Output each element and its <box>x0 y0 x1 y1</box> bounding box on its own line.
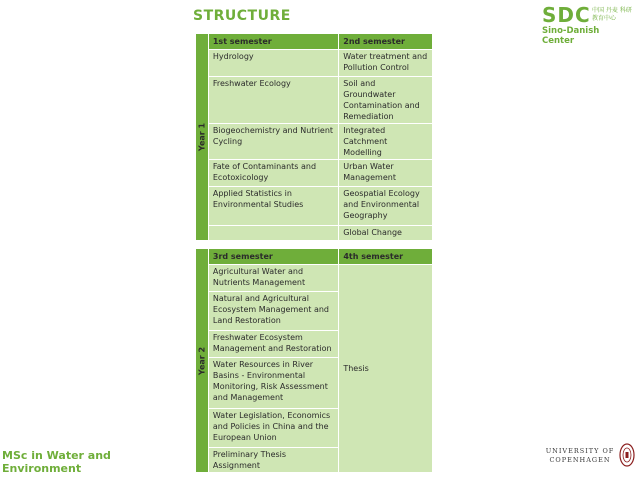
semester4-header: 4th semester <box>339 249 433 265</box>
course-cell: Integrated Catchment Modelling <box>339 124 433 160</box>
semester2-header: 2nd semester <box>339 34 433 50</box>
university-seal-icon <box>619 443 635 467</box>
course-cell: Water Legislation, Economics and Policies in China and the European Union <box>208 409 338 448</box>
thesis-cell: Thesis <box>339 265 433 473</box>
university-line1: UNIVERSITY OF <box>545 447 615 455</box>
year1-label-cell <box>196 34 209 241</box>
course-cell: Geospatial Ecology and Environmental Geography <box>339 187 433 226</box>
course-cell: Hydrology <box>208 50 338 77</box>
university-logo <box>540 447 636 465</box>
year1-label: Year 1 <box>197 122 207 152</box>
course-cell: Water treatment and Pollution Control <box>339 50 433 77</box>
course-cell: Soil and Groundwater Contamination and Remediation <box>339 77 433 124</box>
sdc-logo-name: Sino-Danish Center <box>542 26 600 46</box>
course-cell: Biogeochemistry and Nutrient Cycling <box>208 124 338 160</box>
course-cell: Water Resources in River Basins - Environmental Monitoring, Risk Assessment and Management <box>208 358 338 409</box>
course-cell: Agricultural Water and Nutrients Management <box>208 265 338 292</box>
course-cell <box>208 226 338 241</box>
course-cell: Applied Statistics in Environmental Studies <box>208 187 338 226</box>
semester3-header: 3rd semester <box>208 249 338 265</box>
semester1-header: 1st semester <box>208 34 338 50</box>
course-cell: Urban Water Management <box>339 160 433 187</box>
year2-label: Year 2 <box>197 346 207 375</box>
course-cell: Freshwater Ecology <box>208 77 338 124</box>
year1-table <box>195 33 433 241</box>
course-cell: Preliminary Thesis Assignment <box>208 448 338 473</box>
sdc-logo-abbr: SDC <box>542 3 591 27</box>
course-cell: Fate of Contaminants and Ecotoxicology <box>208 160 338 187</box>
program-name <box>2 449 111 475</box>
page-title: STRUCTURE <box>193 8 291 24</box>
program-name-line2: Environment <box>2 462 82 475</box>
year2-label-cell <box>196 249 209 473</box>
university-line2: COPENHAGEN <box>549 456 611 464</box>
course-cell: Global Change <box>339 226 433 241</box>
course-cell: Natural and Agricultural Ecosystem Management and Land Restoration <box>208 292 338 331</box>
year2-table <box>195 248 433 473</box>
sdc-logo-chinese: 中国 丹麦 科研 教育中心 <box>592 7 632 22</box>
course-cell: Freshwater Ecosystem Management and Restoration <box>208 331 338 358</box>
sdc-logo <box>542 4 634 46</box>
program-name-line1: MSc in Water and <box>2 449 111 462</box>
